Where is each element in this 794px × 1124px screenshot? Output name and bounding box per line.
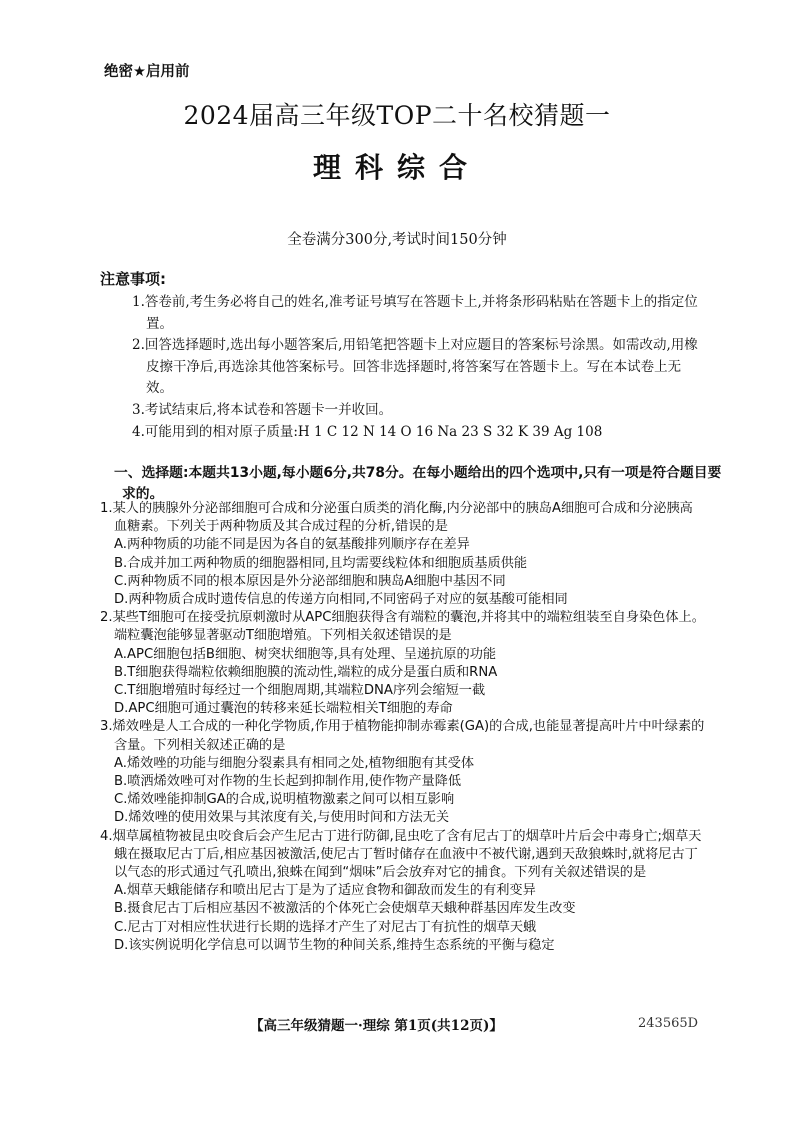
section-heading: 一、选择题:本题共13小题,每小题6分,共78分。在每小题给出的四个选项中,只有一项是符合题目要求的。 (114, 465, 722, 502)
option-b: B.合成并加工两种物质的细胞器相同,且均需要线粒体和细胞质基质供能 (114, 555, 528, 571)
question-1 (100, 500, 705, 609)
option-c: C.T细胞增殖时每经过一个细胞周期,其端粒DNA序列会缩短一截 (114, 683, 486, 699)
option-d: D.两种物质合成时遗传信息的传递方向相同,不同密码子对应的氨基酸可能相同 (114, 592, 568, 608)
notes-list (132, 292, 702, 443)
notes-heading: 注意事项: (100, 270, 166, 288)
question-list (100, 500, 705, 955)
option-a: A.两种物质的功能不同是因为各自的氨基酸排列顺序存在差异 (114, 537, 470, 553)
option-a: A.烟草天蛾能储存和喷出尼古丁是为了适应食物和御敌而发生的有利变异 (114, 883, 536, 899)
note-item: 2.回答选择题时,选出每小题答案后,用铅笔把答题卡上对应题目的答案标号涂黑。如需改动,用橡皮擦干净后,再选涂其他答案标号。回答非选择题时,将答案写在答题卡上。写在本试卷上无效。 (132, 337, 698, 397)
option-a: A.APC细胞包括B细胞、树突状细胞等,具有处理、呈递抗原的功能 (114, 646, 497, 662)
question-stem: 2.某些T细胞可在接受抗原刺激时从APC细胞获得含有端粒的囊泡,并将其中的端粒组装至自身染色体上。端粒囊泡能够显著驱动T细胞增殖。下列相关叙述错误的是 (100, 610, 705, 644)
option-d: D.APC细胞可通过囊泡的转移来延长端粒相关T细胞的寿命 (114, 701, 453, 717)
option-b: B.T细胞获得端粒依赖细胞膜的流动性,端粒的成分是蛋白质和RNA (114, 664, 498, 680)
question-stem: 4.烟草属植物被昆虫咬食后会产生尼古丁进行防御,昆虫吃了含有尼古丁的烟草叶片后会中毒身亡;烟草天蛾在摄取尼古丁后,相应基因被激活,使尼古丁暂时储存在血液中不被代谢,遇到天敌狼蛛时,就将尼古丁以气态的形式通过气孔喷出,狼蛛在闻到“烟味”后会放弃对它的捕食。下列有关叙述错误的是 (100, 828, 702, 881)
option-c: C.烯效唑能抑制GA的合成,说明植物激素之间可以相互影响 (114, 792, 455, 808)
question-stem: 1.某人的胰腺外分泌部细胞可合成和分泌蛋白质类的消化酶,内分泌部中的胰岛A细胞可合成和分泌胰高血糖素。下列关于两种物质及其合成过程的分析,错误的是 (100, 501, 693, 535)
option-c: C.尼古丁对相应性状进行长期的选择才产生了对尼古丁有抗性的烟草天蛾 (114, 919, 537, 935)
option-a: A.烯效唑的功能与细胞分裂素具有相同之处,植物细胞有其受体 (114, 755, 475, 771)
option-d: D.该实例说明化学信息可以调节生物的种间关系,维持生态系统的平衡与稳定 (114, 937, 555, 953)
option-d: D.烯效唑的使用效果与其浓度有关,与使用时间和方法无关 (114, 810, 450, 826)
subject-title: 理科综合 (312, 151, 481, 184)
note-item: 4.可能用到的相对原子质量:H 1 C 12 N 14 O 16 Na 23 S 32 K 39 Ag 108 (132, 423, 603, 440)
question-3 (100, 718, 705, 827)
score-time-info: 全卷满分300分,考试时间150分钟 (287, 232, 507, 248)
confidential-label: 绝密★启用前 (104, 64, 190, 80)
note-item: 3.考试结束后,将本试卷和答题卡一并收回。 (132, 401, 393, 418)
note-item: 1.答卷前,考生务必将自己的姓名,准考证号填写在答题卡上,并将条形码粘贴在答题卡上的指定位置。 (132, 294, 698, 332)
question-stem: 3.烯效唑是人工合成的一种化学物质,作用于植物能抑制赤霉素(GA)的合成,也能显著提高叶片中叶绿素的含量。下列相关叙述正确的是 (100, 719, 705, 753)
question-2 (100, 609, 705, 718)
option-b: B.摄食尼古丁后相应基因不被激活的个体死亡会使烟草天蛾种群基因库发生改变 (114, 901, 576, 917)
option-c: C.两种物质不同的根本原因是外分泌部细胞和胰岛A细胞中基因不同 (114, 573, 506, 589)
exam-title: 2024届高三年级TOP二十名校猜题一 (183, 101, 611, 130)
page-footer: 【高三年级猜题一·理综 第1页(共12页)】 (250, 1018, 503, 1034)
paper-code: 243565D (638, 1016, 699, 1031)
option-b: B.喷洒烯效唑可对作物的生长起到抑制作用,使作物产量降低 (114, 774, 462, 790)
question-4 (100, 828, 705, 955)
